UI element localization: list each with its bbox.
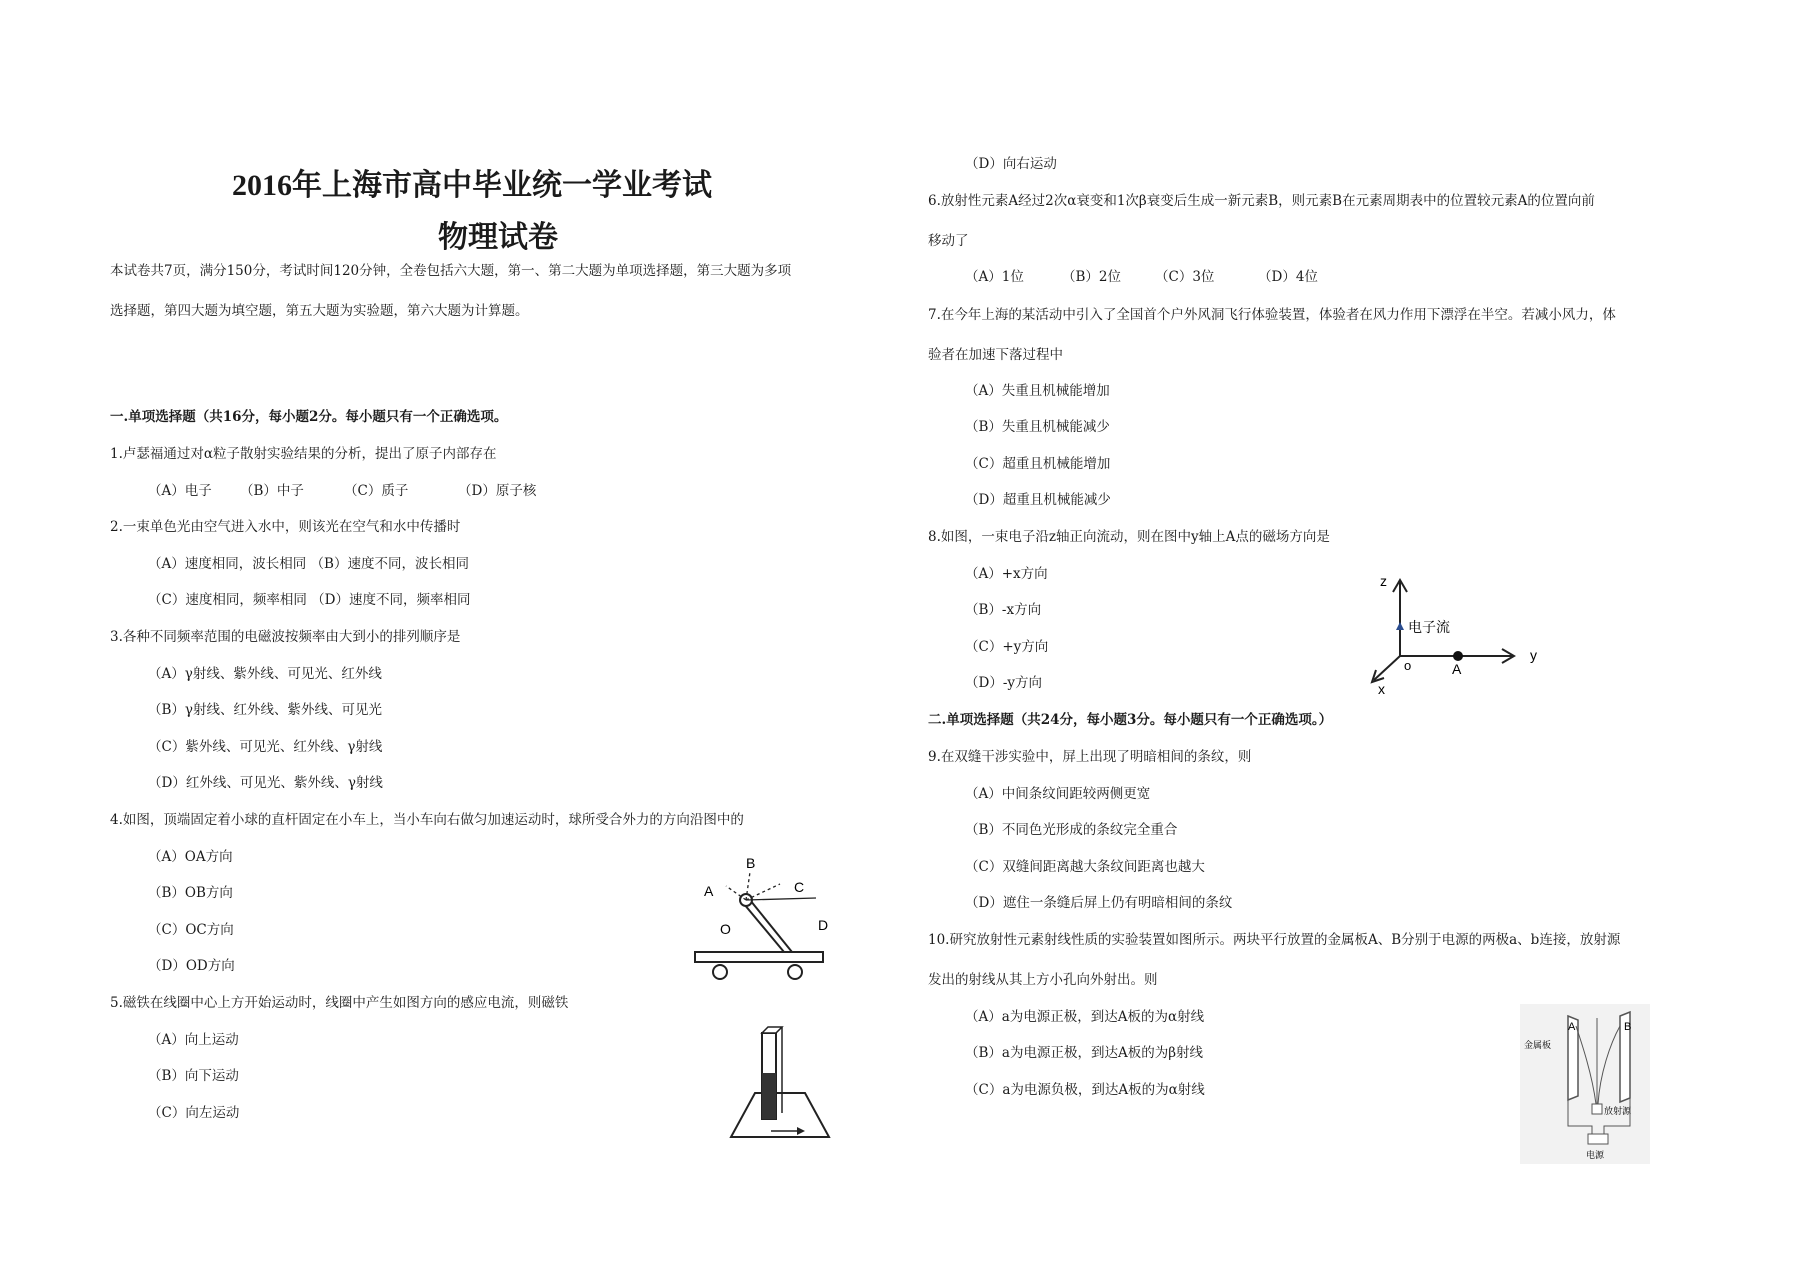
question-3: 3.各种不同频率范围的电磁波按频率由大到小的排列顺序是 xyxy=(110,629,461,645)
q1-option-b: （B）中子 xyxy=(240,483,304,499)
question-8: 8.如图，一束电子沿z轴正向流动，则在图中y轴上A点的磁场方向是 xyxy=(928,529,1330,545)
q6-option-d: （D）4位 xyxy=(1258,269,1318,285)
q7-option-a: （A）失重且机械能增加 xyxy=(965,383,1110,399)
q7-option-c: （C）超重且机械能增加 xyxy=(965,456,1111,472)
q10-option-a: （A）a为电源正极，到达A板的为α射线 xyxy=(965,1009,1205,1025)
q8-label-y: y xyxy=(1530,647,1537,663)
q10-apparatus-figure xyxy=(1520,1004,1650,1164)
question-4: 4.如图，顶端固定着小球的直杆固定在小车上，当小车向右做匀加速运动时，球所受合外力的方向沿图中的 xyxy=(110,812,744,828)
q3-option-a: （A）γ射线、紫外线、可见光、红外线 xyxy=(148,666,382,682)
q4-label-d: D xyxy=(818,917,829,933)
q4-option-c: （C）OC方向 xyxy=(148,922,234,938)
q9-option-b: （B）不同色光形成的条纹完全重合 xyxy=(965,822,1178,838)
q3-option-d: （D）红外线、可见光、紫外线、γ射线 xyxy=(148,775,383,791)
q4-option-b: （B）OB方向 xyxy=(148,885,233,901)
q8-label-x: x xyxy=(1378,681,1385,697)
q9-option-a: （A）中间条纹间距较两侧更宽 xyxy=(965,786,1151,802)
q1-option-d: （D）原子核 xyxy=(458,483,537,499)
q10-label-power: 电源 xyxy=(1586,1150,1605,1160)
q8-axes-figure xyxy=(1360,570,1550,700)
q8-option-d: （D）-y方向 xyxy=(965,675,1043,691)
q10-label-plate: 金属板 xyxy=(1524,1040,1552,1050)
q9-option-c: （C）双缝间距离越大条纹间距离也越大 xyxy=(965,859,1205,875)
question-10-line-1: 10.研究放射性元素射线性质的实验装置如图所示。两块平行放置的金属板A、B分别于电源的两极a、b连接，放射源 xyxy=(928,932,1621,948)
q8-label-flow: 电子流 xyxy=(1408,619,1450,635)
q8-option-b: （B）-x方向 xyxy=(965,602,1042,618)
section-1-heading: 一.单项选择题（共16分，每小题2分。每小题只有一个正确选项。 xyxy=(110,409,508,425)
q3-option-c: （C）紫外线、可见光、红外线、γ射线 xyxy=(148,739,383,755)
q6-option-c: （C）3位 xyxy=(1155,269,1215,285)
question-7-line-2: 验者在加速下落过程中 xyxy=(928,347,1063,363)
question-2: 2.一束单色光由空气进入水中，则该光在空气和水中传播时 xyxy=(110,519,461,535)
q4-cart-figure xyxy=(680,855,840,990)
question-9: 9.在双缝干涉实验中，屏上出现了明暗相间的条纹，则 xyxy=(928,749,1252,765)
q4-option-a: （A）OA方向 xyxy=(148,849,233,865)
q5-magnet-figure xyxy=(705,1025,835,1145)
q7-option-b: （B）失重且机械能减少 xyxy=(965,419,1110,435)
q1-option-c: （C）质子 xyxy=(344,483,409,499)
q4-label-a: A xyxy=(704,883,714,899)
intro-line-2: 选择题，第四大题为填空题，第五大题为实验题，第六大题为计算题。 xyxy=(110,303,529,319)
q4-label-c: C xyxy=(794,879,805,895)
section-2-heading: 二.单项选择题（共24分，每小题3分。每小题只有一个正确选项。） xyxy=(928,712,1333,728)
q1-option-a: （A）电子 xyxy=(148,483,212,499)
q8-label-z: z xyxy=(1380,573,1387,589)
q2-options-row-2: （C）速度相同，频率相同 （D）速度不同，频率相同 xyxy=(148,592,471,608)
q8-option-a: （A）+x方向 xyxy=(965,566,1048,582)
q8-option-c: （C）+y方向 xyxy=(965,639,1049,655)
q8-label-a: A xyxy=(1452,661,1462,677)
q3-option-b: （B）γ射线、红外线、紫外线、可见光 xyxy=(148,702,382,718)
q9-option-d: （D）遮住一条缝后屏上仍有明暗相间的条纹 xyxy=(965,895,1233,911)
question-1: 1.卢瑟福通过对α粒子散射实验结果的分析，提出了原子内部存在 xyxy=(110,446,497,462)
q10-label-source: 放射源 xyxy=(1604,1106,1632,1116)
q4-label-o: O xyxy=(720,921,731,937)
q4-option-d: （D）OD方向 xyxy=(148,958,235,974)
q2-options-row-1: （A）速度相同，波长相同 （B）速度不同，波长相同 xyxy=(148,556,469,572)
intro-line-1: 本试卷共7页，满分150分，考试时间120分钟，全卷包括六大题，第一、第二大题为单项选择题，第三大题为多项 xyxy=(110,263,792,279)
q5-option-b: （B）向下运动 xyxy=(148,1068,239,1084)
question-6-line-1: 6.放射性元素A经过2次α衰变和1次β衰变后生成一新元素B，则元素B在元素周期表中的位置较元素A的位置向前 xyxy=(928,193,1595,209)
q5-option-d: （D）向右运动 xyxy=(965,156,1057,172)
q6-option-b: （B）2位 xyxy=(1062,269,1122,285)
q10-label-b: B xyxy=(1624,1021,1632,1033)
q10-label-a: A xyxy=(1568,1021,1576,1033)
q5-option-a: （A）向上运动 xyxy=(148,1032,239,1048)
question-5: 5.磁铁在线圈中心上方开始运动时，线圈中产生如图方向的感应电流，则磁铁 xyxy=(110,995,569,1011)
page-title: 2016年上海市高中毕业统一学业考试 xyxy=(232,169,712,202)
q6-option-a: （A）1位 xyxy=(965,269,1024,285)
q8-label-o: o xyxy=(1404,658,1412,673)
question-10-line-2: 发出的射线从其上方小孔向外射出。则 xyxy=(928,972,1158,988)
question-6-line-2: 移动了 xyxy=(928,233,969,249)
q4-label-b: B xyxy=(746,855,756,871)
q7-option-d: （D）超重且机械能减少 xyxy=(965,492,1111,508)
q10-option-b: （B）a为电源正极，到达A板的为β射线 xyxy=(965,1045,1204,1061)
q5-option-c: （C）向左运动 xyxy=(148,1105,240,1121)
page-subtitle: 物理试卷 xyxy=(438,221,558,254)
q10-option-c: （C）a为电源负极，到达A板的为α射线 xyxy=(965,1082,1205,1098)
question-7-line-1: 7.在今年上海的某活动中引入了全国首个户外风洞飞行体验装置，体验者在风力作用下漂浮在半空。若减小风力，体 xyxy=(928,307,1616,323)
